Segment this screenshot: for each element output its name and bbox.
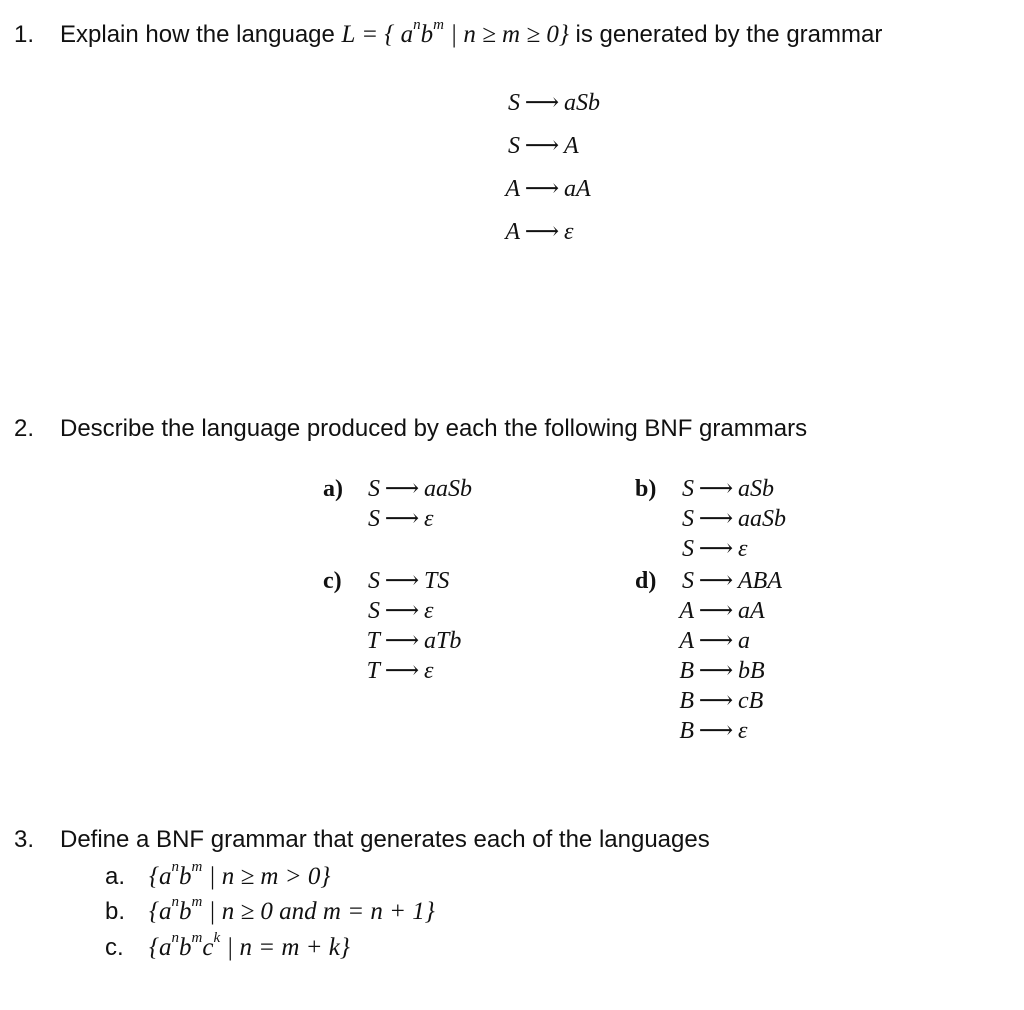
rule-rhs: aSb [564,90,600,116]
grammar-rule [490,174,591,204]
rule-lhs: S [508,90,520,116]
grammar-rule [668,566,782,596]
rule-lhs: A [679,598,694,624]
derives-arrow-icon: ⟶ [698,476,734,502]
question-3 [14,825,710,855]
rule-rhs: ε [564,219,574,245]
question-text: Define a BNF grammar that generates each of the languages [60,826,710,853]
rule-rhs: aaSb [424,476,472,502]
question-number: 2. [14,415,35,442]
derives-arrow-icon: ⟶ [698,628,734,654]
rule-rhs: ABA [738,568,782,594]
rule-lhs: S [368,506,380,532]
question-text: Explain how the language [60,21,342,48]
grammar-rule [354,626,461,656]
rule-lhs: A [505,176,520,202]
derives-arrow-icon: ⟶ [384,476,420,502]
grammar-rule [354,656,433,686]
grammar-rule [668,716,747,746]
rule-rhs: bB [738,658,765,684]
grammar-a-label: a) [323,476,343,502]
rule-lhs: S [682,536,694,562]
language-expression: {$a^nb^mc^k$ | n = m + k} [149,929,350,961]
question-2 [14,414,807,444]
derives-arrow-icon: ⟶ [698,718,734,744]
question-1 [14,16,883,50]
question-number: 1. [14,21,35,48]
rule-rhs: A [564,133,579,159]
q3-item-c [105,929,350,963]
grammar-rule [668,656,765,686]
rule-rhs: ε [424,598,434,624]
derives-arrow-icon: ⟶ [384,628,420,654]
question-number: 3. [14,826,35,853]
rule-rhs: TS [424,568,450,594]
derives-arrow-icon: ⟶ [698,658,734,684]
rule-rhs: aA [738,598,765,624]
grammar-c-label: c) [323,568,342,594]
grammar-b-label: b) [635,476,657,502]
derives-arrow-icon: ⟶ [384,506,420,532]
derives-arrow-icon: ⟶ [384,658,420,684]
grammar-rule [668,626,750,656]
language-expression: L = { $a^nb^m$ | n ≥ m ≥ 0} [341,16,569,48]
derives-arrow-icon: ⟶ [698,568,734,594]
derives-arrow-icon: ⟶ [524,176,560,202]
rule-lhs: S [682,476,694,502]
grammar-rule [668,474,774,504]
grammar-d-label: d) [635,568,657,594]
grammar-rule [490,88,600,118]
rule-rhs: aaSb [738,506,786,532]
rule-lhs: B [679,688,694,714]
grammar-rule [354,596,433,626]
derives-arrow-icon: ⟶ [524,90,560,116]
question-text-end: is generated by the grammar [568,21,883,48]
grammar-rule [668,686,763,716]
derives-arrow-icon: ⟶ [384,598,420,624]
rule-lhs: S [508,133,520,159]
rule-rhs: aA [564,176,591,202]
derives-arrow-icon: ⟶ [698,536,734,562]
rule-lhs: S [682,568,694,594]
grammar-rule [490,131,579,161]
rule-rhs: aSb [738,476,774,502]
rule-lhs: B [679,718,694,744]
grammar-rule [668,534,747,564]
grammar-rule [354,566,449,596]
language-expression: {$a^nb^m$ | n ≥ m > 0} [149,858,331,890]
derives-arrow-icon: ⟶ [698,598,734,624]
rule-lhs: T [366,628,380,654]
grammar-rule [490,217,573,247]
grammar-rule [354,504,433,534]
rule-rhs: a [738,628,750,654]
item-letter: a. [105,863,126,890]
derives-arrow-icon: ⟶ [524,219,560,245]
language-expression: {$a^nb^m$ | n ≥ 0 and m = n + 1} [149,893,435,925]
rule-lhs: A [505,219,520,245]
grammar-rule [668,504,786,534]
rule-rhs: ε [738,536,748,562]
rule-lhs: S [368,476,380,502]
item-letter: b. [105,898,126,925]
derives-arrow-icon: ⟶ [524,133,560,159]
rule-lhs: A [679,628,694,654]
question-text: Describe the language produced by each the following BNF grammars [60,415,808,442]
grammar-rule [354,474,472,504]
rule-rhs: ε [738,718,748,744]
rule-rhs: ε [424,658,434,684]
grammar-rule [668,596,765,626]
derives-arrow-icon: ⟶ [698,506,734,532]
item-letter: c. [105,934,124,961]
rule-rhs: aTb [424,628,462,654]
derives-arrow-icon: ⟶ [384,568,420,594]
rule-lhs: B [679,658,694,684]
q3-item-a [105,858,331,892]
rule-rhs: cB [738,688,764,714]
q3-item-b [105,893,435,927]
rule-rhs: ε [424,506,434,532]
rule-lhs: T [366,658,380,684]
rule-lhs: S [368,568,380,594]
rule-lhs: S [368,598,380,624]
rule-lhs: S [682,506,694,532]
derives-arrow-icon: ⟶ [698,688,734,714]
